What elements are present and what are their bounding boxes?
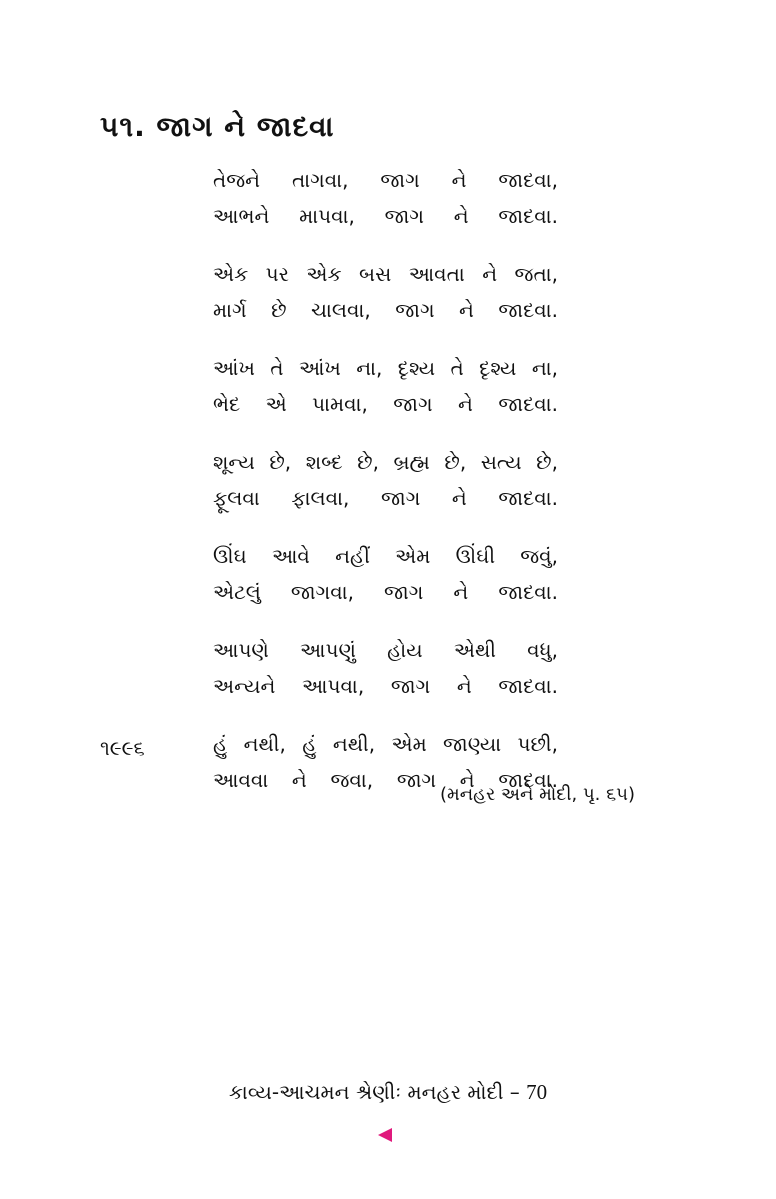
footer-series-title: કાવ્ય-આચમન શ્રેણીઃ મનહર મોદી – <box>228 1080 520 1104</box>
stanza <box>213 444 558 516</box>
poem-line: આંખ તે આંખ ના, દૃશ્ય તે દૃશ્ય ના, <box>213 356 558 380</box>
poem-line: આપણે આપણું હોય એથી વધુ, <box>213 638 558 662</box>
stanza <box>213 632 558 704</box>
page-footer <box>0 1080 776 1105</box>
stanza <box>213 350 558 422</box>
previous-page-arrow-icon[interactable] <box>378 1128 392 1142</box>
poem-line: શૂન્ય છે, શબ્દ છે, બ્રહ્મ છે, સત્ય છે, <box>213 450 558 474</box>
poem-line: માર્ગ છે ચાલવા, જાગ ને જાદવા. <box>213 298 558 322</box>
poem-title: ૫૧. જાગ ને જાદવા <box>100 110 335 143</box>
poem-line: આવવા ને જવા, જાગ ને જાદવા. <box>213 768 558 792</box>
poem-line: હું નથી, હું નથી, એમ જાણ્યા પછી, <box>213 732 558 756</box>
poem-line: તેજને તાગવા, જાગ ને જાદવા, <box>213 168 558 192</box>
page-number: 70 <box>526 1080 548 1104</box>
poem-line: એટલું જાગવા, જાગ ને જાદવા. <box>213 580 558 604</box>
poem-line: એક પર એક બસ આવતા ને જતા, <box>213 262 558 286</box>
poem-body <box>213 162 558 820</box>
stanza <box>213 162 558 234</box>
poem-line: ભેદ એ પામવા, જાગ ને જાદવા. <box>213 392 558 416</box>
poem-year: ૧૯૯૬ <box>100 736 145 760</box>
poem-source: (મનહર અને મોદી, પૃ. ૬૫) <box>440 784 636 805</box>
poem-line: અન્યને આપવા, જાગ ને જાદવા. <box>213 674 558 698</box>
stanza <box>213 256 558 328</box>
poem-line: આભને માપવા, જાગ ને જાદવા. <box>213 204 558 228</box>
poem-line: ઊંઘ આવે નહીં એમ ઊંઘી જવું, <box>213 544 558 568</box>
poem-line: ફૂલવા ફાલવા, જાગ ને જાદવા. <box>213 486 558 510</box>
stanza <box>213 538 558 610</box>
